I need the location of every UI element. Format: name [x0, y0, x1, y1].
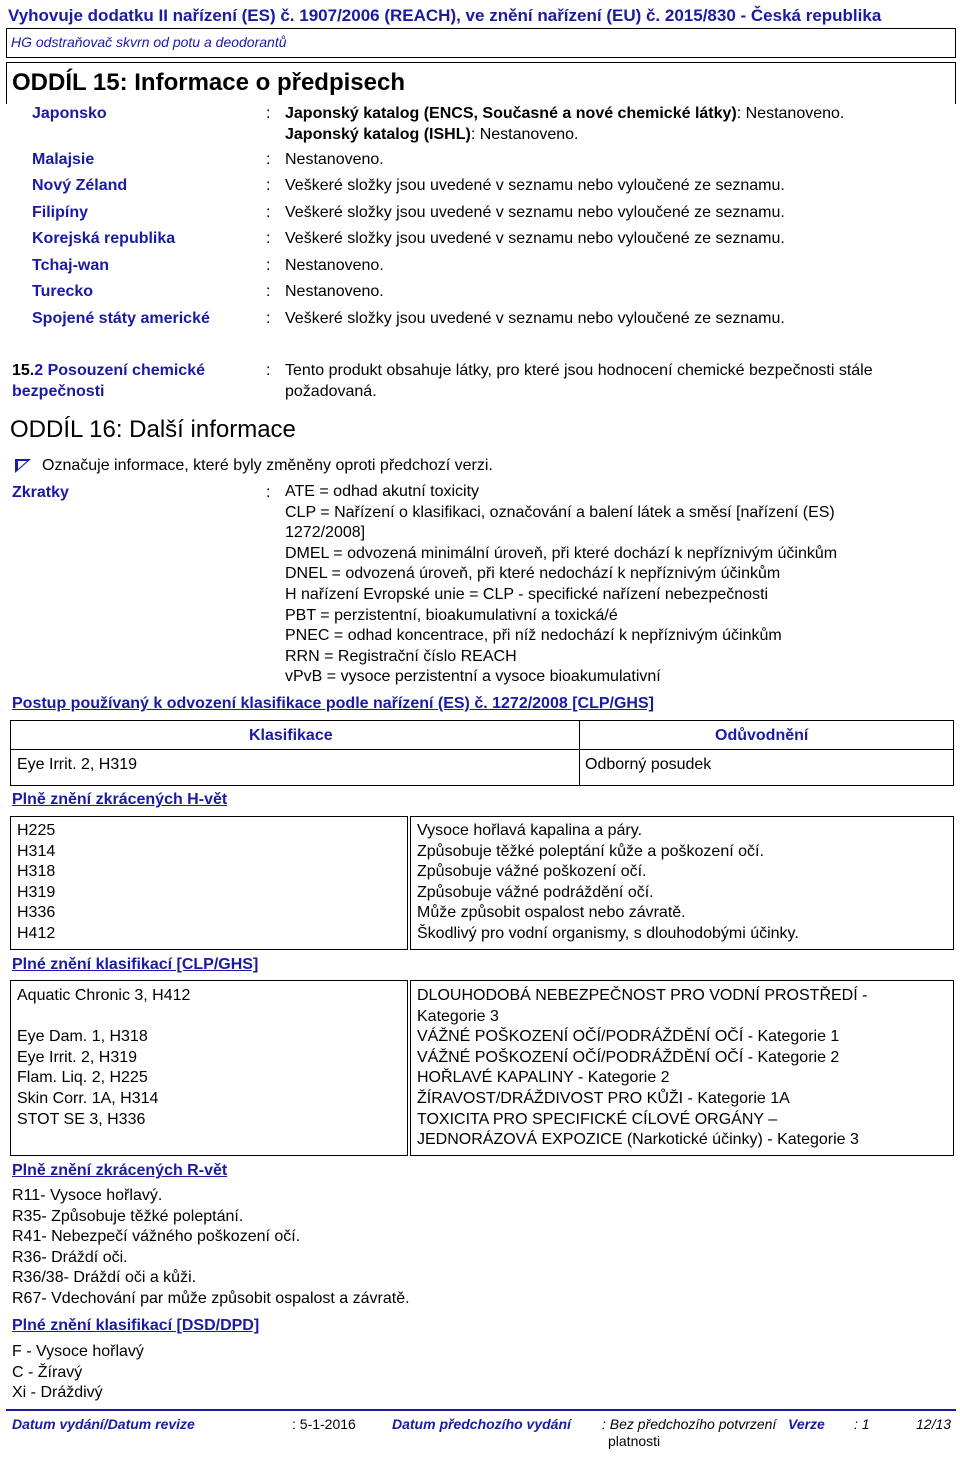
h-text: Vysoce hořlavá kapalina a páry.	[417, 822, 643, 839]
row-colon: :	[266, 310, 271, 327]
inventory-status: : Nestanoveno.	[470, 126, 579, 143]
h-code: H318	[17, 863, 56, 881]
r-phrase: R35- Způsobuje těžké poleptání.	[12, 1207, 244, 1225]
h-text: Způsobuje vážné podráždění očí.	[417, 883, 654, 901]
clp-codes-box	[10, 980, 408, 1156]
country-value	[285, 126, 578, 144]
country-value: Veškeré složky jsou uvedené v seznamu nebo vyloučené ze seznamu.	[285, 310, 785, 327]
h-texts-box	[410, 816, 954, 950]
assessment-value: Tento produkt obsahuje látky, pro které jsou hodnocení chemické bezpečnosti stále požadovaná.	[285, 362, 873, 400]
footer-version-value: : 1	[854, 1416, 870, 1432]
row-colon: :	[266, 105, 271, 122]
clp-heading: Plné znění klasifikací [CLP/GHS]	[12, 956, 259, 973]
r-phrase: R67- Vdechování par může způsobit ospalost a závratě.	[12, 1289, 410, 1307]
product-name-box	[6, 28, 956, 58]
clp-code: Aquatic Chronic 3, H412	[17, 987, 191, 1004]
clp-text: ŽÍRAVOST/DRÁŽDIVOST PRO KŮŽI - Kategorie 1A	[417, 1089, 790, 1107]
dsd-heading: Plné znění klasifikací [DSD/DPD]	[12, 1317, 260, 1334]
inventory-name: Japonský katalog (ISHL)	[285, 126, 471, 143]
changed-marker-icon	[14, 458, 32, 474]
country-label: Malajsie	[32, 151, 95, 168]
clp-code: Eye Irrit. 2, H319	[17, 1048, 138, 1066]
abbreviation-item: CLP = Nařízení o klasifikaci, označování a balení látek a směsí [nařízení (ES)	[285, 503, 835, 521]
h-statements-heading: Plně znění zkrácených H-vět	[12, 791, 228, 808]
country-label: Spojené státy americké	[32, 310, 210, 327]
r-phrase: R11- Vysoce hořlavý.	[12, 1187, 163, 1204]
dsd-item: Xi - Dráždivý	[12, 1384, 103, 1402]
clp-code: Skin Corr. 1A, H314	[17, 1089, 159, 1107]
h-text: Může způsobit ospalost nebo závratě.	[417, 904, 686, 922]
abbreviation-item: RRN = Registrační číslo REACH	[285, 647, 517, 665]
clp-texts-list	[417, 986, 867, 1151]
abbreviation-item: DNEL = odvozená úroveň, při které nedochází k nepříznivým účinkům	[285, 565, 781, 583]
r-phrase: R41- Nebezpečí vážného poškození očí.	[12, 1228, 301, 1246]
justification-value: Odborný posudek	[585, 756, 712, 773]
footer-version-label: Verze	[788, 1416, 825, 1432]
section-15-title: ODDÍL 15: Informace o předpisech	[12, 69, 405, 96]
abbreviations-label: Zkratky	[12, 484, 69, 501]
country-label: Tchaj-wan	[32, 257, 110, 274]
h-code: H336	[17, 904, 56, 922]
country-label: Japonsko	[32, 105, 107, 122]
r-phrase: R36- Dráždí oči.	[12, 1248, 128, 1266]
h-texts-list	[417, 821, 799, 945]
inventory-status: : Nestanoveno.	[736, 105, 845, 122]
country-label: Korejská republika	[32, 230, 176, 247]
clp-text: TOXICITA PRO SPECIFICKÉ CÍLOVÉ ORGÁNY –	[417, 1110, 778, 1128]
table-header-divider	[11, 749, 953, 750]
classification-table	[10, 720, 954, 786]
classification-value: Eye Irrit. 2, H319	[17, 756, 138, 773]
h-text: Škodlivý pro vodní organismy, s dlouhodobými účinky.	[417, 924, 799, 942]
assessment-colon: :	[266, 362, 271, 379]
abbreviation-item: DMEL = odvozená minimální úroveň, při které dochází k nepříznivým účinkům	[285, 544, 838, 562]
abbreviation-item: H nařízení Evropské unie = CLP - specifické nařízení nebezpečnosti	[285, 585, 769, 603]
h-code: H225	[17, 822, 56, 839]
row-colon: :	[266, 230, 271, 247]
country-label: Filipíny	[32, 204, 88, 221]
h-codes-list	[17, 821, 55, 945]
country-value	[285, 105, 844, 123]
clp-text: DLOUHODOBÁ NEBEZPEČNOST PRO VODNÍ PROSTŘEDÍ -	[417, 987, 868, 1004]
changed-note: Označuje informace, které byly změněny oproti předchozí verzi.	[42, 457, 493, 474]
h-code: H412	[17, 924, 56, 942]
country-value: Veškeré složky jsou uvedené v seznamu nebo vyloučené ze seznamu.	[285, 204, 785, 221]
clp-code: Flam. Liq. 2, H225	[17, 1069, 148, 1087]
dsd-list	[12, 1342, 144, 1404]
country-label: Nový Zéland	[32, 177, 128, 194]
inventory-name: Japonský katalog (ENCS, Současné a nové chemické látky)	[285, 105, 737, 122]
country-value: Veškeré složky jsou uvedené v seznamu nebo vyloučené ze seznamu.	[285, 230, 785, 247]
h-text: Způsobuje těžké poleptání kůže a poškození očí.	[417, 842, 764, 860]
footer-issue-value: : 5-1-2016	[292, 1416, 356, 1432]
footer-prev-label: Datum předchozího vydání	[392, 1416, 571, 1432]
product-name: HG odstraňovač skvrn od potu a deodorantů	[11, 34, 287, 50]
abbreviation-item: PNEC = odhad koncentrace, při níž nedochází k nepříznivým účinkům	[285, 627, 782, 645]
row-colon: :	[266, 177, 271, 194]
abbreviation-item: ATE = odhad akutní toxicity	[285, 483, 480, 500]
clp-text: Kategorie 3	[417, 1007, 499, 1025]
clp-text: JEDNORÁZOVÁ EXPOZICE (Narkotické účinky) - Kategorie 3	[417, 1131, 859, 1149]
abbreviations-list	[285, 482, 837, 688]
classification-col-header: Klasifikace	[249, 727, 333, 744]
footer-prev-value: : Bez předchozího potvrzení platnosti	[602, 1416, 777, 1449]
r-phrase: R36/38- Dráždí oči a kůži.	[12, 1269, 197, 1287]
country-value: Nestanoveno.	[285, 257, 384, 274]
r-phrases-heading: Plně znění zkrácených R-vět	[12, 1162, 228, 1179]
dsd-item: C - Žíravý	[12, 1363, 83, 1381]
clp-text: VÁŽNÉ POŠKOZENÍ OČÍ/PODRÁŽDĚNÍ OČÍ - Kategorie 1	[417, 1028, 840, 1046]
procedure-heading: Postup používaný k odvození klasifikace podle nařízení (ES) č. 1272/2008 [CLP/GHS]	[12, 695, 654, 712]
clp-code	[17, 1007, 190, 1028]
assessment-label: 15.2 Posouzení chemické bezpečnosti	[12, 362, 205, 400]
justification-col-header: Odůvodnění	[715, 727, 809, 744]
footer-issue-label: Datum vydání/Datum revize	[12, 1416, 195, 1432]
table-divider	[579, 721, 580, 785]
country-label: Turecko	[32, 283, 94, 300]
h-code: H319	[17, 883, 56, 901]
r-phrases-list	[12, 1186, 410, 1310]
h-codes-box	[10, 816, 408, 950]
h-code: H314	[17, 842, 56, 860]
abbreviation-item: PBT = perzistentní, bioakumulativní a toxická/é	[285, 606, 618, 624]
dsd-item: F - Vysoce hořlavý	[12, 1343, 144, 1360]
clp-codes-list	[17, 986, 190, 1130]
abbreviations-colon: :	[266, 484, 271, 501]
footer-page-number: 12/13	[916, 1416, 952, 1432]
clp-code: Eye Dam. 1, H318	[17, 1028, 148, 1046]
section-15-header	[6, 62, 956, 104]
footer-divider	[6, 1409, 956, 1411]
row-colon: :	[266, 204, 271, 221]
country-value: Veškeré složky jsou uvedené v seznamu nebo vyloučené ze seznamu.	[285, 177, 785, 194]
section-16-title: ODDÍL 16: Další informace	[10, 416, 296, 443]
row-colon: :	[266, 257, 271, 274]
document-title: Vyhovuje dodatku II nařízení (ES) č. 1907/2006 (REACH), ve znění nařízení (EU) č. 2015/830 - Česká republika	[8, 6, 882, 25]
clp-text: HOŘLAVÉ KAPALINY - Kategorie 2	[417, 1069, 670, 1087]
clp-text: VÁŽNÉ POŠKOZENÍ OČÍ/PODRÁŽDĚNÍ OČÍ - Kategorie 2	[417, 1048, 840, 1066]
clp-code: STOT SE 3, H336	[17, 1110, 146, 1128]
country-value: Nestanoveno.	[285, 283, 384, 300]
abbreviation-item: 1272/2008]	[285, 524, 366, 542]
country-value: Nestanoveno.	[285, 151, 384, 168]
clp-texts-box	[410, 980, 954, 1156]
row-colon: :	[266, 151, 271, 168]
abbreviation-item: vPvB = vysoce perzistentní a vysoce bioakumulativní	[285, 668, 661, 686]
h-text: Způsobuje vážné poškození očí.	[417, 863, 647, 881]
row-colon: :	[266, 283, 271, 300]
